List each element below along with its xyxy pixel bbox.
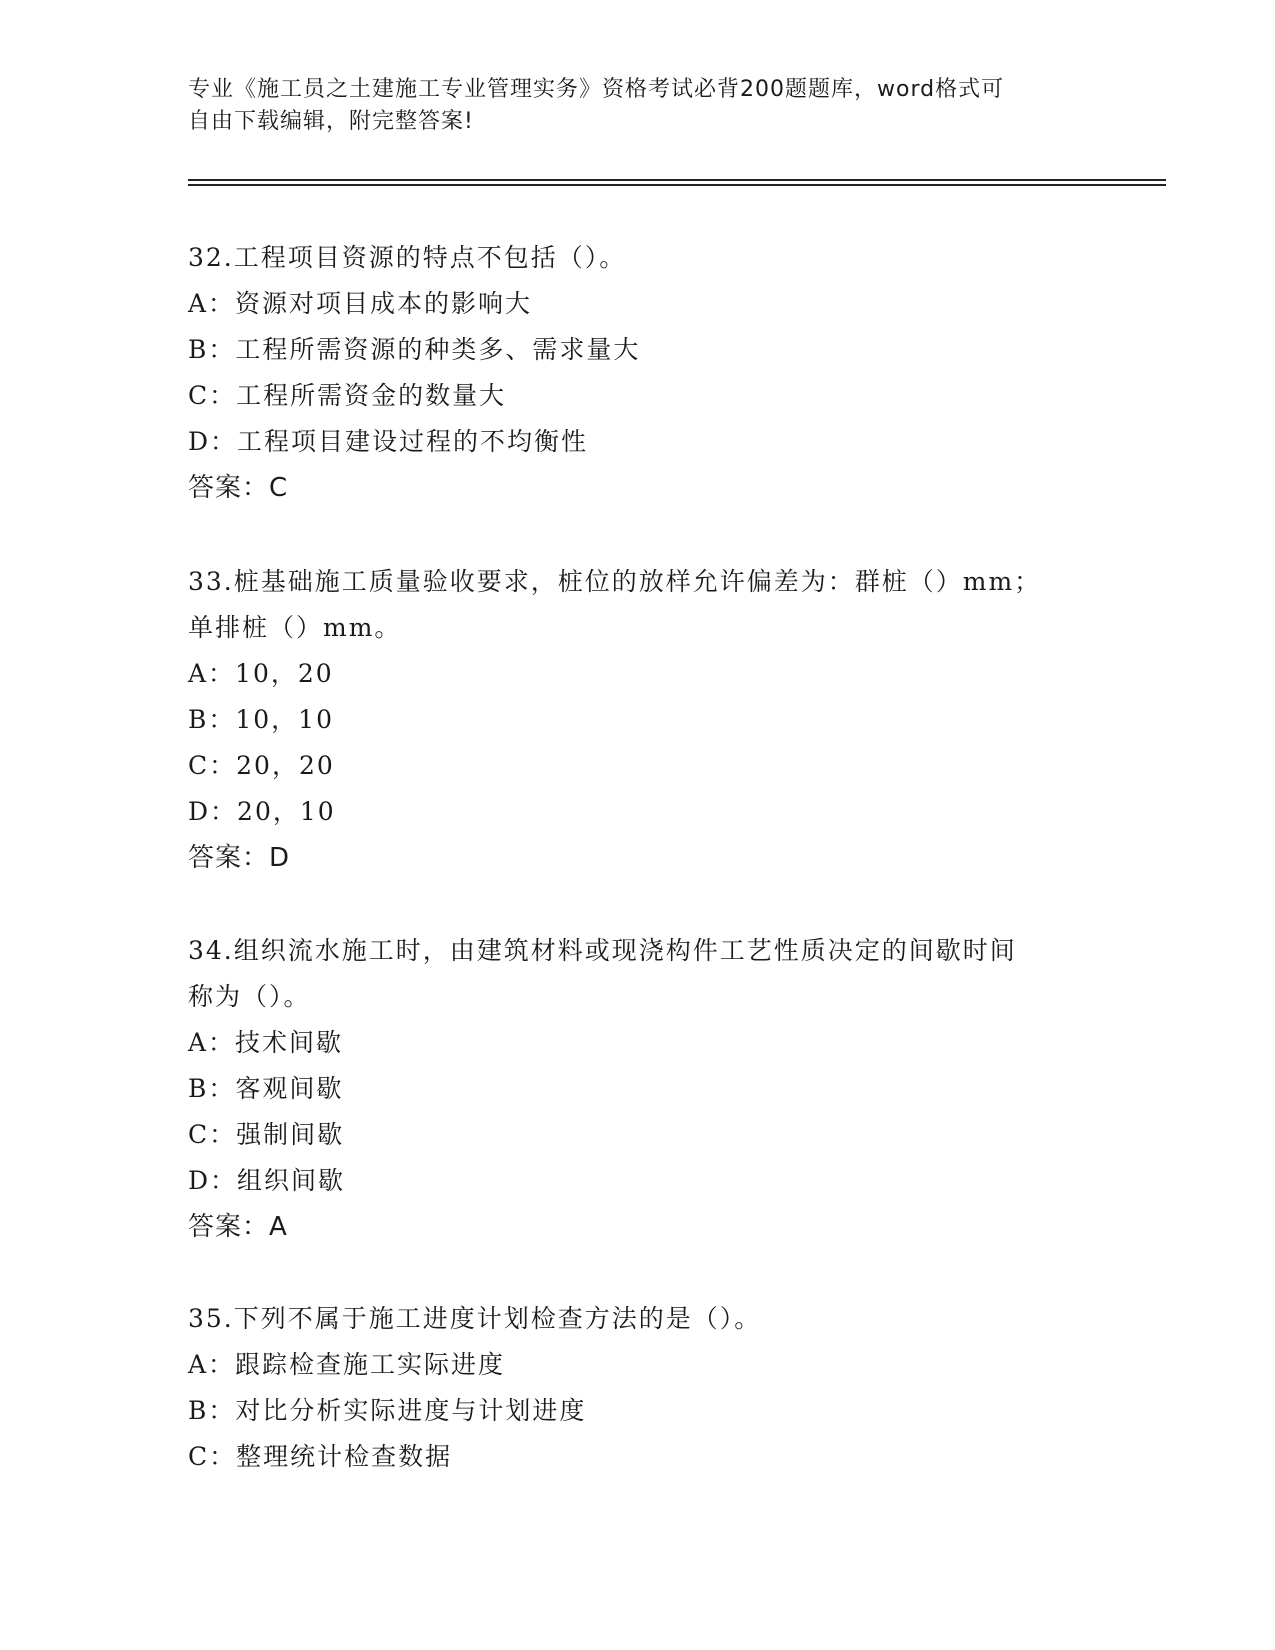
header-divider-top — [188, 179, 1166, 181]
header-line-1: 专业《施工员之土建施工专业管理实务》资格考试必背200题题库，word格式可 — [188, 77, 1005, 102]
question-stem: 35.下列不属于施工进度计划检查方法的是（）。 — [188, 1304, 762, 1333]
question-stem-continued: 称为（）。 — [188, 982, 311, 1011]
option-c: C：工程所需资金的数量大 — [188, 381, 507, 410]
answer: 答案：A — [188, 1212, 288, 1242]
document-header — [188, 74, 1088, 138]
option-d: D：20，10 — [188, 797, 336, 826]
option-a: A：技术间歇 — [188, 1028, 344, 1057]
question-stem: 32.工程项目资源的特点不包括（）。 — [188, 243, 627, 272]
option-d: D：工程项目建设过程的不均衡性 — [188, 427, 589, 456]
option-b: B：工程所需资源的种类多、需求量大 — [188, 335, 641, 364]
answer: 答案：C — [188, 473, 289, 503]
question-34 — [188, 928, 1088, 1250]
option-b: B：客观间歇 — [188, 1074, 344, 1103]
question-32 — [188, 235, 1088, 511]
question-35 — [188, 1296, 1088, 1480]
option-a: A：资源对项目成本的影响大 — [188, 289, 533, 318]
option-d: D：组织间歇 — [188, 1166, 346, 1195]
option-c: C：整理统计检查数据 — [188, 1442, 453, 1471]
header-divider-bottom — [188, 184, 1166, 186]
question-stem-continued: 单排桩（）mm。 — [188, 613, 402, 642]
question-33 — [188, 559, 1088, 881]
option-b: B：10，10 — [188, 705, 334, 734]
answer: 答案：D — [188, 843, 291, 873]
option-a: A：跟踪检查施工实际进度 — [188, 1350, 506, 1379]
option-b: B：对比分析实际进度与计划进度 — [188, 1396, 587, 1425]
question-stem: 33.桩基础施工质量验收要求，桩位的放样允许偏差为：群桩（）mm； — [188, 567, 1042, 596]
question-stem: 34.组织流水施工时，由建筑材料或现浇构件工艺性质决定的间歇时间 — [188, 936, 1017, 965]
option-c: C：强制间歇 — [188, 1120, 345, 1149]
header-line-2: 自由下载编辑，附完整答案! — [188, 109, 474, 134]
option-c: C：20，20 — [188, 751, 335, 780]
option-a: A：10，20 — [188, 659, 334, 688]
